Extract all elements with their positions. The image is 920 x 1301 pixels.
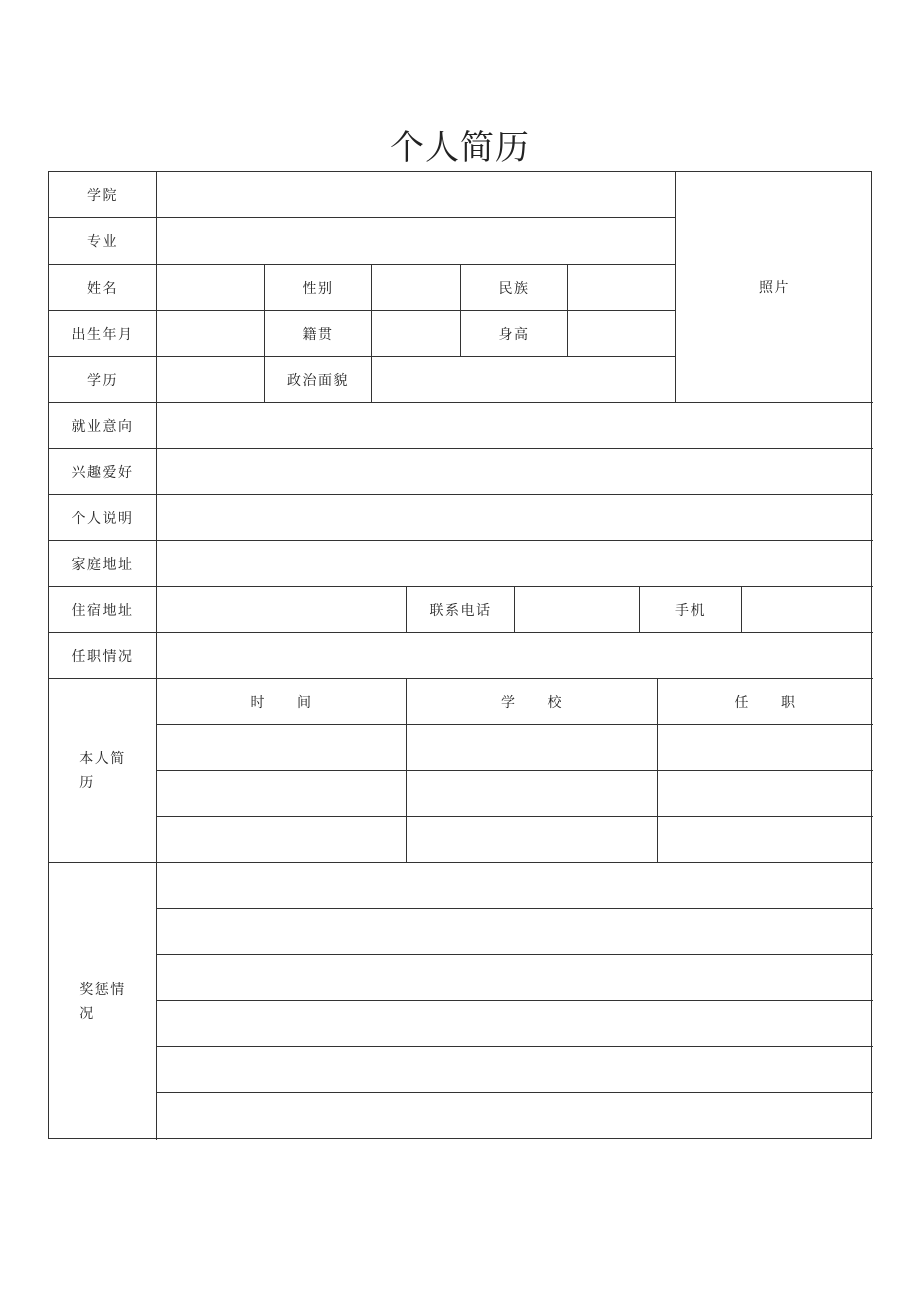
awards-label-line1: 奖惩情 <box>79 981 126 998</box>
college-label: 学院 <box>87 187 118 204</box>
resume-header-school: 学 校 <box>501 694 563 711</box>
major-label: 专业 <box>87 234 118 250</box>
awards-field[interactable] <box>157 955 873 1000</box>
resume-form <box>48 171 872 1139</box>
awards-field[interactable] <box>157 1001 873 1046</box>
resume-section-label <box>49 679 156 862</box>
positions-held-label: 任职情况 <box>71 648 134 665</box>
gender-label: 性别 <box>302 280 334 297</box>
ethnicity-label: 民族 <box>498 280 530 297</box>
name-field[interactable] <box>157 265 264 310</box>
height-field[interactable] <box>568 311 675 356</box>
hobbies-field[interactable] <box>157 449 873 494</box>
personal-statement-field[interactable] <box>157 495 873 540</box>
awards-field[interactable] <box>157 909 873 954</box>
resume-time-field[interactable] <box>157 771 406 816</box>
resume-position-field[interactable] <box>658 725 873 770</box>
personal-statement-label: 个人说明 <box>71 510 134 527</box>
gender-field[interactable] <box>372 265 460 310</box>
political-status-field[interactable] <box>372 357 675 402</box>
resume-label-line1: 本人简 <box>79 750 126 767</box>
awards-field[interactable] <box>157 1093 873 1139</box>
height-label: 身高 <box>498 326 530 343</box>
resume-time-field[interactable] <box>157 725 406 770</box>
contact-phone-label: 联系电话 <box>429 602 492 619</box>
resume-school-field[interactable] <box>407 771 657 816</box>
resume-header-position: 任 职 <box>734 694 797 711</box>
resume-school-field[interactable] <box>407 725 657 770</box>
job-intention-field[interactable] <box>157 403 873 448</box>
resume-label-line2: 历 <box>79 774 95 791</box>
job-intention-label: 就业意向 <box>71 418 134 435</box>
dorm-address-field[interactable] <box>157 587 406 632</box>
birth-field[interactable] <box>157 311 264 356</box>
ethnicity-field[interactable] <box>568 265 675 310</box>
major-field[interactable] <box>157 218 675 264</box>
resume-position-field[interactable] <box>658 771 873 816</box>
home-address-label: 家庭地址 <box>71 556 134 573</box>
awards-field[interactable] <box>157 1047 873 1092</box>
contact-phone-field[interactable] <box>515 587 639 632</box>
dorm-address-label: 住宿地址 <box>71 602 134 619</box>
birth-label: 出生年月 <box>71 326 134 343</box>
awards-label-line2: 况 <box>79 1005 95 1022</box>
awards-field[interactable] <box>157 863 873 908</box>
resume-position-field[interactable] <box>658 817 873 862</box>
name-label: 姓名 <box>87 280 118 297</box>
page-title: 个人简历 <box>390 128 530 168</box>
photo-box[interactable]: 照片 <box>759 280 790 296</box>
mobile-label: 手机 <box>675 602 706 619</box>
college-field[interactable] <box>157 172 675 217</box>
resume-header-time: 时 间 <box>250 694 313 711</box>
home-address-field[interactable] <box>157 541 873 586</box>
resume-time-field[interactable] <box>157 817 406 862</box>
education-label: 学历 <box>87 372 118 389</box>
positions-held-field[interactable] <box>157 633 873 678</box>
hobbies-label: 兴趣爱好 <box>71 464 134 481</box>
education-field[interactable] <box>157 357 264 402</box>
native-place-field[interactable] <box>372 311 460 356</box>
political-status-label: 政治面貌 <box>287 372 349 389</box>
resume-school-field[interactable] <box>407 817 657 862</box>
mobile-field[interactable] <box>742 587 873 632</box>
native-place-label: 籍贯 <box>302 326 334 343</box>
awards-section-label <box>49 863 156 1140</box>
